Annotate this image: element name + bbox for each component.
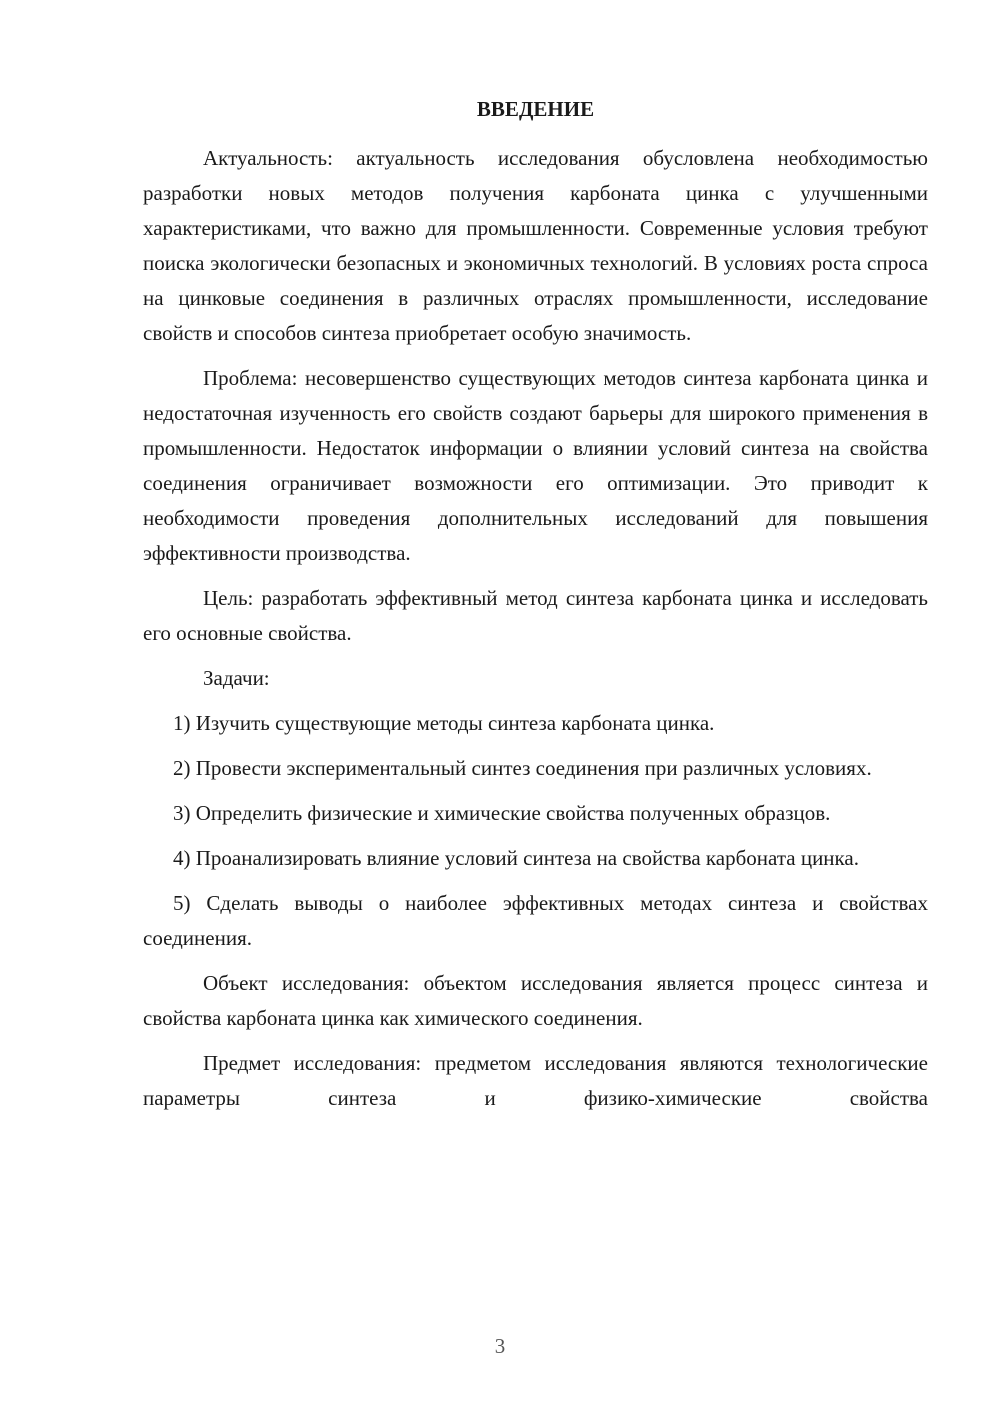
tasks-heading: Задачи: [203, 666, 270, 690]
document-page [143, 92, 928, 1116]
paragraph-relevance: Актуальность: актуальность исследования обусловлена необходимостью разработки новых методов получения карбоната цинка с улучшенными характеристиками, что важно для промышленности. Современные условия требуют поиска экологически безопасных и экономичных технологий. В условиях роста спроса на цинковые соединения в различных отраслях промышленности, исследование свойств и способов синтеза приобретает особую значимость. [143, 146, 928, 345]
task-item-2: 2) Провести экспериментальный синтез соединения при различных условиях. [173, 756, 872, 780]
task-item-4: 4) Проанализировать влияние условий синтеза на свойства карбоната цинка. [173, 846, 859, 870]
page-number: 3 [494, 1334, 506, 1358]
paragraph-object: Объект исследования: объектом исследования является процесс синтеза и свойства карбоната цинка как химического соединения. [143, 971, 928, 1030]
paragraph-subject: Предмет исследования: предметом исследования являются технологические параметры синтеза и физико-химические свойства [143, 1051, 928, 1110]
paragraph-problem: Проблема: несовершенство существующих методов синтеза карбоната цинка и недостаточная изученность его свойств создают барьеры для широкого применения в промышленности. Недостаток информации о влиянии условий синтеза на свойства соединения ограничивает возможности его оптимизации. Это приводит к необходимости проведения дополнительных исследований для повышения эффективности производства. [143, 366, 928, 565]
task-item-3: 3) Определить физические и химические свойства полученных образцов. [173, 801, 831, 825]
paragraph-goal: Цель: разработать эффективный метод синтеза карбоната цинка и исследовать его основные свойства. [143, 586, 928, 645]
task-item-1: 1) Изучить существующие методы синтеза карбоната цинка. [173, 711, 715, 735]
section-title: ВВЕДЕНИЕ [476, 97, 595, 121]
task-item-5: 5) Сделать выводы о наиболее эффективных методах синтеза и свойствах соединения. [143, 891, 928, 950]
